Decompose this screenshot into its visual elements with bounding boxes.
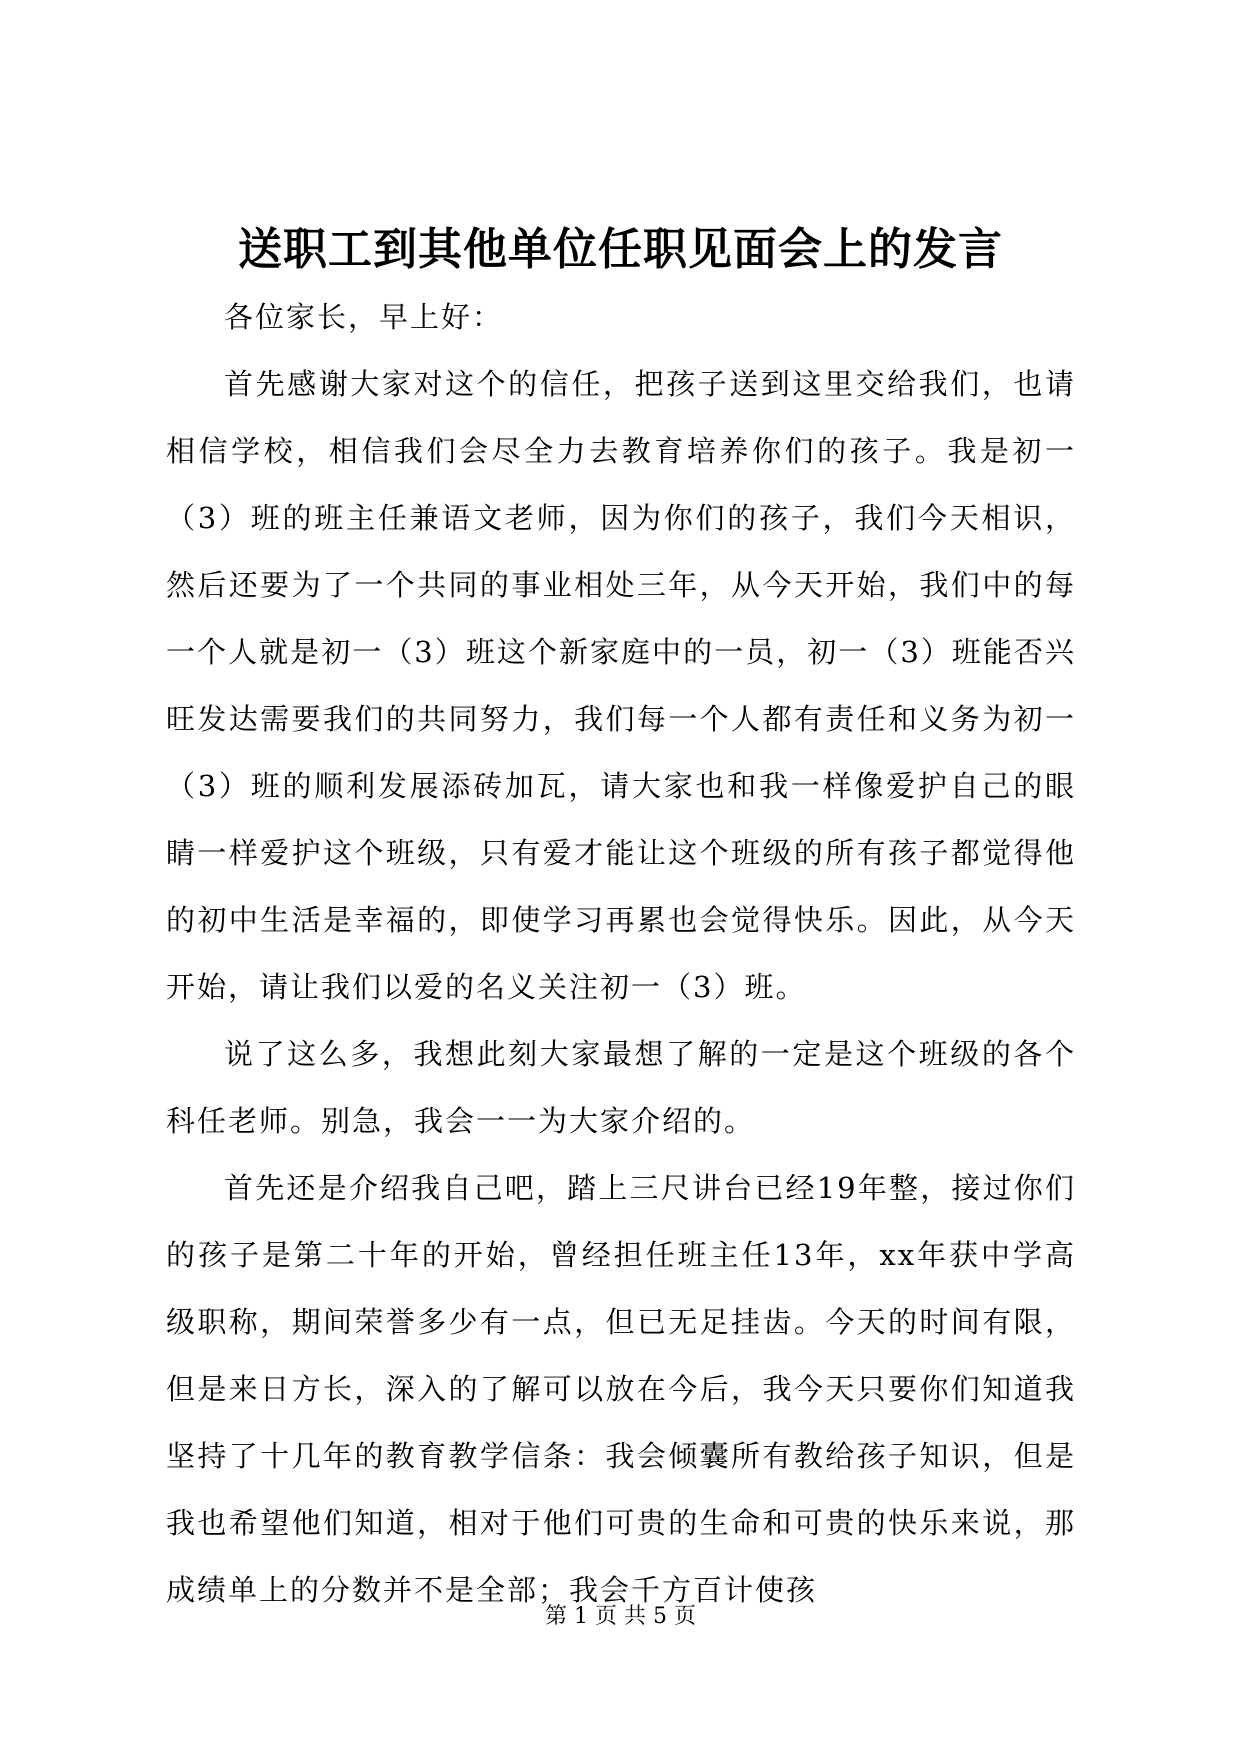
document-body xyxy=(166,284,1076,1624)
paragraph-thanks: 首先感谢大家对这个的信任，把孩子送到这里交给我们，也请相信学校，相信我们会尽全力去教育培养你们的孩子。我是初一（3）班的班主任兼语文老师，因为你们的孩子，我们今天相识，然后还要为了一个共同的事业相处三年，从今天开始，我们中的每一个人就是初一（3）班这个新家庭中的一员，初一（3）班能否兴旺发达需要我们的共同努力，我们每一个人都有责任和义务为初一（3）班的顺利发展添砖加瓦，请大家也和我一样像爱护自己的眼睛一样爱护这个班级，只有爱才能让这个班级的所有孩子都觉得他的初中生活是幸福的，即使学习再累也会觉得快乐。因此，从今天开始，请让我们以爱的名义关注初一（3）班。 xyxy=(166,367,1076,1004)
paragraph-greeting: 各位家长，早上好： xyxy=(224,300,504,334)
paragraph-self-intro: 首先还是介绍我自己吧，踏上三尺讲台已经19年整，接过你们的孩子是第二十年的开始，曾经担任班主任13年，xx年获中学高级职称，期间荣誉多少有一点，但已无足挂齿。今天的时间有限，但是来日方长，深入的了解可以放在今后，我今天只要你们知道我坚持了十几年的教育教学信条：我会倾囊所有教给孩子知识，但是我也希望他们知道，相对于他们可贵的生命和可贵的快乐来说，那成绩单上的分数并不是全部；我会千方百计使孩 xyxy=(166,1171,1076,1607)
page-number: 第 1 页 共 5 页 xyxy=(545,1604,696,1629)
document-title: 送职工到其他单位任职见面会上的发言 xyxy=(238,224,1003,275)
paragraph-teachers: 说了这么多，我想此刻大家最想了解的一定是这个班级的各个科任老师。别急，我会一一为大家介绍的。 xyxy=(166,1037,1076,1138)
